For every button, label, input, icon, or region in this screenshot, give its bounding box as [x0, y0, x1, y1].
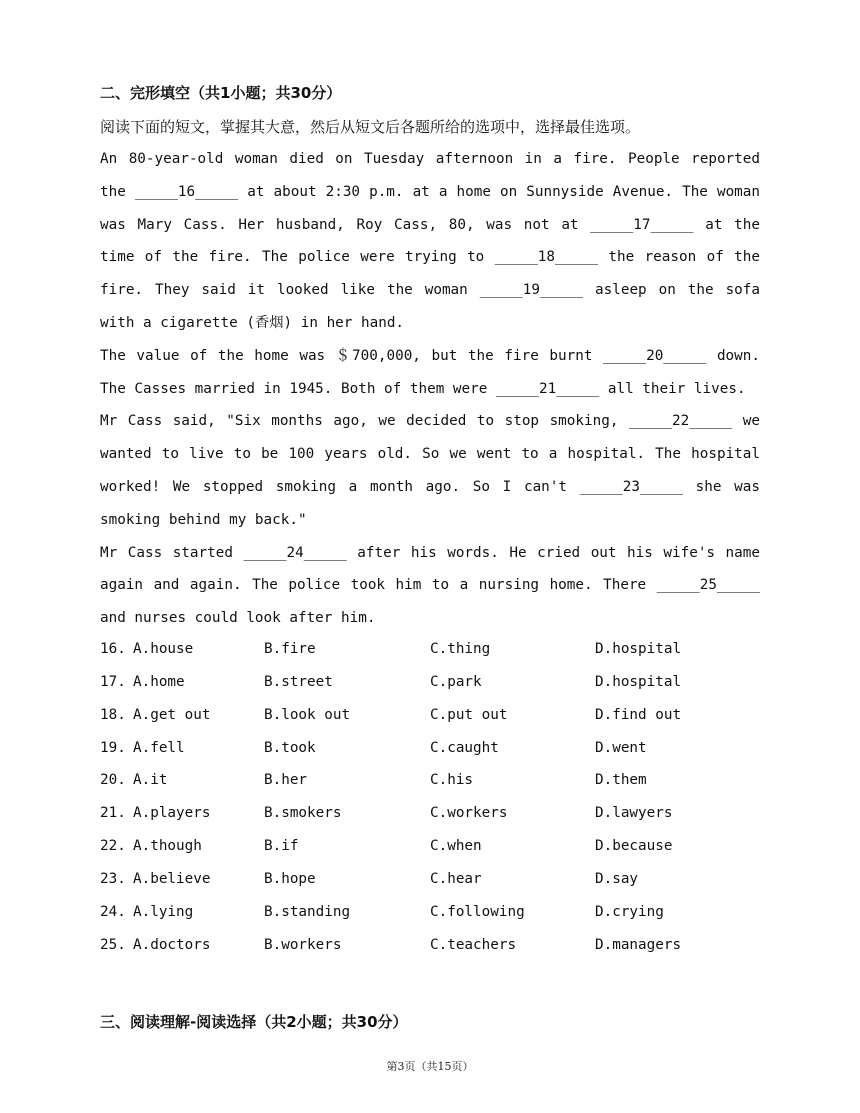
- option-c[interactable]: C.park: [430, 673, 482, 690]
- passage-paragraph: [100, 340, 760, 406]
- blank-18: _____18_____: [494, 249, 598, 266]
- option-a[interactable]: A.doctors: [133, 936, 211, 953]
- option-a[interactable]: A.believe: [133, 870, 211, 887]
- question-number: 18.: [100, 706, 126, 723]
- passage-paragraph: [100, 143, 760, 340]
- option-c[interactable]: C.his: [430, 772, 474, 789]
- passage-text: at about 2:30 p.m. at a home on Sunnyside Avenue. The woman was Mary Cass. Her husband, Roy Cass, 80, was not at: [100, 183, 760, 233]
- option-a[interactable]: A.get out: [133, 706, 211, 723]
- blank-21: _____21_____: [495, 380, 600, 397]
- passage-text: asleep on the sofa with a cigarette (香烟) in her hand.: [100, 282, 761, 331]
- passage-text: and nurses could look after him.: [100, 610, 376, 627]
- option-b[interactable]: B.look out: [264, 706, 351, 723]
- passage-text: she was smoking behind my back.": [100, 478, 760, 528]
- passage-text: The value of the home was ＄700,000, but the fire burnt: [100, 347, 604, 364]
- option-a[interactable]: A.home: [133, 673, 185, 690]
- section-heading-reading: 三、阅读理解-阅读选择（共2小题；共30分）: [100, 1013, 408, 1031]
- question-number: 21.: [100, 805, 126, 822]
- question-number: 23.: [100, 870, 126, 887]
- option-c[interactable]: C.caught: [430, 739, 499, 756]
- option-c[interactable]: C.when: [430, 838, 482, 855]
- question-number: 24.: [100, 903, 126, 920]
- blank-17: _____17_____: [590, 216, 694, 233]
- option-d[interactable]: D.crying: [595, 903, 664, 920]
- option-c[interactable]: C.hear: [430, 870, 482, 887]
- option-d[interactable]: D.say: [595, 870, 639, 887]
- option-a[interactable]: A.though: [133, 838, 202, 855]
- passage-text: Mr Cass started: [100, 544, 244, 561]
- passage-text: down. The Casses married in 1945. Both of them were: [100, 347, 760, 397]
- question-number: 25.: [100, 936, 126, 953]
- option-a[interactable]: A.lying: [133, 903, 194, 920]
- blank-25: _____25_____: [656, 577, 760, 594]
- option-d[interactable]: D.lawyers: [595, 805, 673, 822]
- passage-paragraph: [100, 537, 760, 635]
- option-c[interactable]: C.thing: [430, 641, 491, 657]
- passage-text: after his words. He cried out his wife's name again and again. The police took him to a nursing home. There: [100, 544, 760, 594]
- option-a[interactable]: A.house: [133, 641, 194, 657]
- option-b[interactable]: B.hope: [264, 870, 316, 887]
- blank-22: _____22_____: [628, 413, 733, 430]
- option-d[interactable]: D.find out: [595, 706, 682, 723]
- option-b[interactable]: B.standing: [264, 903, 351, 920]
- passage-text: An 80-year-old woman died on Tuesday afternoon in a fire. People reported the: [100, 151, 760, 200]
- option-b[interactable]: B.her: [264, 772, 308, 789]
- option-c[interactable]: C.teachers: [430, 936, 517, 953]
- passage-text: we wanted to live to be 100 years old. So we went to a hospital. The hospital worked! We stopped smoking a month ago. So I can't: [100, 413, 760, 495]
- option-c[interactable]: C.put out: [430, 706, 508, 723]
- option-b[interactable]: B.fire: [264, 641, 316, 657]
- passage-text: all their lives.: [599, 380, 746, 397]
- option-b[interactable]: B.smokers: [264, 805, 342, 822]
- option-d[interactable]: D.hospital: [595, 673, 682, 690]
- option-d[interactable]: D.went: [595, 739, 647, 756]
- passage-text: the reason of the fire. They said it looked like the woman: [100, 249, 761, 299]
- option-b[interactable]: B.took: [264, 739, 316, 756]
- option-a[interactable]: A.players: [133, 805, 211, 822]
- option-d[interactable]: D.them: [595, 772, 647, 789]
- passage-paragraph: [100, 405, 760, 536]
- question-number: 20.: [100, 772, 126, 789]
- blank-24: _____24_____: [243, 544, 347, 561]
- option-b[interactable]: B.if: [264, 838, 299, 855]
- cloze-instruction: 阅读下面的短文，掌握其大意，然后从短文后各题所给的选项中，选择最佳选项。: [100, 118, 641, 136]
- blank-16: _____16_____: [134, 183, 239, 200]
- option-c[interactable]: C.following: [430, 903, 525, 920]
- option-d[interactable]: D.because: [595, 838, 673, 855]
- blank-19: _____19_____: [479, 282, 584, 299]
- blank-23: _____23_____: [579, 478, 683, 495]
- option-a[interactable]: A.it: [133, 772, 168, 789]
- option-b[interactable]: B.street: [264, 673, 333, 690]
- question-number: 22.: [100, 838, 126, 855]
- section-heading-cloze: 二、完形填空（共1小题；共30分）: [100, 84, 342, 102]
- question-number: 17.: [100, 673, 126, 690]
- blank-20: _____20_____: [603, 347, 707, 364]
- option-a[interactable]: A.fell: [133, 739, 185, 756]
- option-c[interactable]: C.workers: [430, 805, 508, 822]
- question-number: 16.: [100, 641, 126, 657]
- option-d[interactable]: D.hospital: [595, 641, 682, 657]
- option-d[interactable]: D.managers: [595, 936, 682, 953]
- question-number: 19.: [100, 739, 126, 756]
- option-b[interactable]: B.workers: [264, 936, 342, 953]
- passage-text: at the time of the fire. The police were trying to: [100, 216, 760, 266]
- passage-text: Mr Cass said, "Six months ago, we decided to stop smoking,: [100, 413, 629, 430]
- cloze-passage: [100, 143, 760, 635]
- page-footer: 第3页（共15页）: [386, 1060, 474, 1073]
